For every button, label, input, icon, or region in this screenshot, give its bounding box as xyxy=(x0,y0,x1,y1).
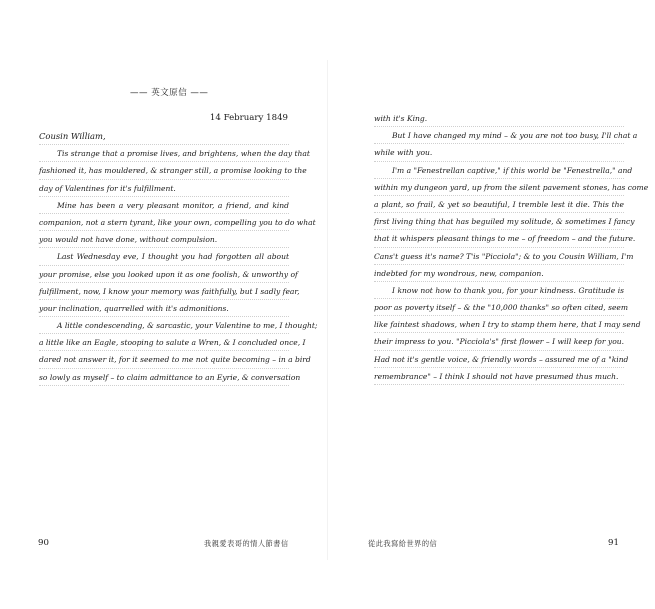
right-page xyxy=(328,0,655,609)
text-line: with it's King. xyxy=(374,110,624,127)
text-line: fulfillment, now, I know your memory was faithfully, but I sadly fear, xyxy=(39,283,289,300)
text-line: A little condescending, & sarcastic, your Valentine to me, I thought; xyxy=(39,317,289,334)
text-line: first living thing that has beguiled my solitude, & sometimes I fancy xyxy=(374,213,624,230)
text-line: Tis strange that a promise lives, and brightens, when the day that xyxy=(39,145,289,162)
text-line: your inclination, quarrelled with it's admonitions. xyxy=(39,300,289,317)
text-line: fashioned it, has mouldered, & stranger still, a promise looking to the xyxy=(39,162,289,179)
page-number: 91 xyxy=(608,538,619,548)
right-letter-body xyxy=(374,110,649,385)
letter-date: 14 February 1849 xyxy=(209,113,288,123)
text-line: while with you. xyxy=(374,144,624,161)
text-line: a plant, so frail, & yet so beautiful, I tremble lest it die. This the xyxy=(374,196,624,213)
footer-title: 我親愛表哥的情人節書信 xyxy=(204,539,289,548)
section-header: —— 英文原信 —— xyxy=(130,88,209,98)
text-line: that it whispers pleasant things to me – of freedom – and the future. xyxy=(374,230,624,247)
left-page xyxy=(0,0,327,609)
text-line: a little like an Eagle, stooping to salute a Wren, & I concluded once, I xyxy=(39,334,289,351)
text-line: poor as poverty itself – & the "10,000 thanks" so often cited, seem xyxy=(374,299,624,316)
page-number: 90 xyxy=(38,538,49,548)
text-line: dared not answer it, for it seemed to me not quite becoming – in a bird xyxy=(39,351,289,368)
text-line: their impress to you. "Picciola's" first flower – I will keep for you. xyxy=(374,333,624,350)
text-line: But I have changed my mind – & you are not too busy, I'll chat a xyxy=(374,127,624,144)
text-line: you would not have done, without compulsion. xyxy=(39,231,289,248)
letter-greeting: Cousin William, xyxy=(39,128,289,145)
text-line: day of Valentines for it's fulfillment. xyxy=(39,180,289,197)
text-line: I'm a "Fenestrellan captive," if this world be "Fenestrella," and xyxy=(374,162,624,179)
text-line: Mine has been a very pleasant monitor, a friend, and kind xyxy=(39,197,289,214)
text-line: remembrance" – I think I should not have presumed thus much. xyxy=(374,368,624,385)
text-line: Had not it's gentle voice, & friendly words – assured me of a "kind xyxy=(374,351,624,368)
footer-title: 從此我寫給世界的信 xyxy=(368,539,438,548)
text-line: within my dungeon yard, up from the silent pavement stones, has come xyxy=(374,179,624,196)
text-line: indebted for my wondrous, new, companion. xyxy=(374,265,624,282)
text-line: I know not how to thank you, for your kindness. Gratitude is xyxy=(374,282,624,299)
text-line: Cans't guess it's name? T'is "Picciola"; & to you Cousin William, I'm xyxy=(374,248,624,265)
left-letter-body xyxy=(39,128,318,386)
text-line: so lowly as myself – to claim admittance to an Eyrie, & conversation xyxy=(39,369,289,386)
text-line: Last Wednesday eve, I thought you had forgotten all about xyxy=(39,248,289,265)
text-line: your promise, else you looked upon it as one foolish, & unworthy of xyxy=(39,266,289,283)
text-line: like faintest shadows, when I try to stamp them here, that I may send xyxy=(374,316,624,333)
text-line: companion, not a stern tyrant, like your own, compelling you to do what xyxy=(39,214,289,231)
